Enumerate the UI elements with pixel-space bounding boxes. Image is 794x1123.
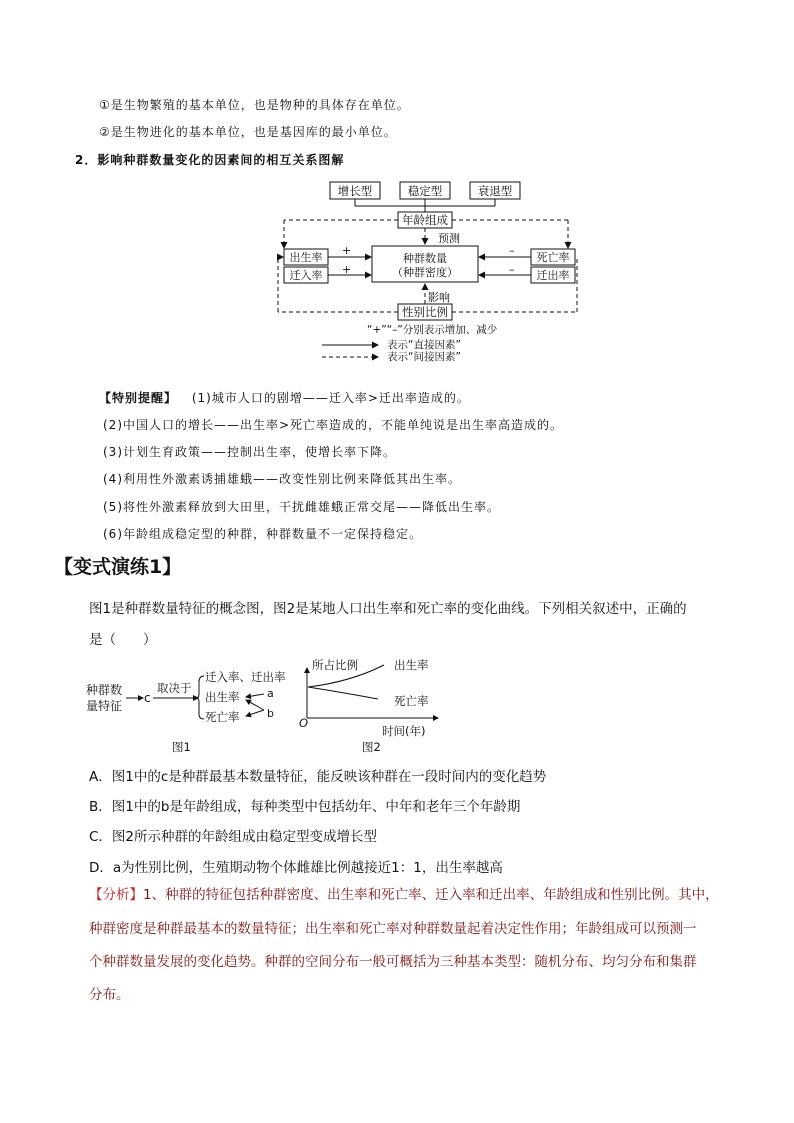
analysis-line-4: 分布。 <box>89 987 130 1003</box>
legend-indirect: 表示“间接因素” <box>387 351 461 363</box>
fig2-death-label: 死亡率 <box>394 694 429 708</box>
figure-2 <box>290 650 450 758</box>
question-line-2: 是（ ） <box>89 632 157 648</box>
age-structure-label: 年龄组成 <box>402 213 448 227</box>
type-growth: 增长型 <box>337 184 373 198</box>
analysis-line-2: 种群密度是种群最基本的数量特征；出生率和死亡率对种群数量起着决定性作用；年龄组成可以预测一 <box>89 921 697 937</box>
fig1-c: c <box>144 691 151 705</box>
immigration-label: 迁入率 <box>289 269 323 282</box>
intro-line-1: ①是生物繁殖的基本单位，也是物种的具体存在单位。 <box>99 98 410 112</box>
type-decline: 衰退型 <box>477 184 513 198</box>
plus-sign-1: + <box>342 244 352 257</box>
fig2-birth-label: 出生率 <box>394 658 429 672</box>
fig2-death-curve <box>308 687 378 699</box>
tip-1-text: (1)城市人口的剧增——迁入率>迁出率造成的。 <box>191 391 470 405</box>
tip-3: (3)计划生育政策——控制出生率，使增长率下降。 <box>103 445 396 459</box>
plus-sign-2: + <box>342 263 352 276</box>
tip-5: (5)将性外激素释放到大田里，干扰雌雄蛾正常交尾——降低出生率。 <box>103 500 501 514</box>
tip-1 <box>99 389 470 406</box>
tip-6: (6)年龄组成稳定型的种群，种群数量不一定保持稳定。 <box>103 527 423 541</box>
density-label: （种群密度） <box>392 266 458 279</box>
legend-direct: 表示“直接因素” <box>387 339 461 351</box>
option-a: A．图1中的c是种群最基本数量特征，能反映该种群在一段时间内的变化趋势 <box>89 769 547 785</box>
sex-ratio-label: 性别比例 <box>402 305 448 319</box>
fig1-left-1: 种群数 <box>86 683 123 697</box>
fig1-death: 死亡率 <box>205 710 240 724</box>
fig1-migration: 迁入率、迁出率 <box>205 670 286 684</box>
fig2-caption: 图2 <box>362 740 381 754</box>
fig1-left-2: 量特征 <box>86 699 123 713</box>
fig2-origin: O <box>299 716 309 730</box>
option-c: C．图2所示种群的年龄组成由稳定型变成增长型 <box>89 829 378 845</box>
fig1-decides: 取决于 <box>157 681 192 695</box>
analysis-text-1: 1、种群的特征包括种群密度、出生率和死亡率、迁入率和迁出率、年龄组成和性别比例。其中， <box>143 887 719 903</box>
intro-line-2: ②是生物进化的基本单位，也是基因库的最小单位。 <box>99 125 397 139</box>
birth-rate-label: 出生率 <box>289 251 323 264</box>
fig2-ylabel: 所占比例 <box>312 658 358 672</box>
minus-sign-2: – <box>509 263 515 276</box>
fig2-xlabel: 时间(年) <box>382 724 426 738</box>
population-label: 种群数量 <box>403 252 447 265</box>
fig1-b: b <box>267 707 274 720</box>
fig1-caption: 图1 <box>172 740 191 754</box>
question-line-1: 图1是种群数量特征的概念图，图2是某地人口出生率和死亡率的变化曲线。下列相关叙述中，正确的 <box>89 601 687 617</box>
minus-sign-1: – <box>509 244 515 257</box>
analysis-line-1 <box>89 883 719 908</box>
legend-plus-minus: “+”“–”分别表示增加、减少 <box>367 324 498 336</box>
section-title: 2．影响种群数量变化的因素间的相互关系图解 <box>75 153 345 167</box>
emigration-label: 迁出率 <box>536 269 570 282</box>
analysis-line-3: 个种群数量发展的变化趋势。种群的空间分布一般可概括为三种基本类型：随机分布、均匀分布和集群 <box>89 954 697 970</box>
option-b: B．图1中的b是年龄组成，每种类型中包括幼年、中年和老年三个年龄期 <box>89 799 521 815</box>
influence-label: 影响 <box>428 291 450 304</box>
factors-diagram <box>0 0 794 380</box>
analysis-tag: 【分析】 <box>89 887 143 903</box>
exercise-heading: 【变式演练1】 <box>54 556 182 578</box>
tips-label: 【特别提醒】 <box>99 391 178 405</box>
option-d: D．a为性别比例，生殖期动物个体雌雄比例越接近1：1，出生率越高 <box>89 860 503 876</box>
fig1-birth: 出生率 <box>205 690 240 704</box>
type-stable: 稳定型 <box>407 184 443 198</box>
tip-2: (2)中国人口的增长——出生率>死亡率造成的，不能单纯说是出生率高造成的。 <box>103 418 564 432</box>
tip-4: (4)利用性外激素诱捕雄蛾——改变性别比例来降低其出生率。 <box>103 472 462 486</box>
predict-label: 预测 <box>438 232 460 245</box>
fig1-a: a <box>267 687 274 700</box>
death-rate-label: 死亡率 <box>536 251 570 264</box>
figure-1 <box>80 660 300 760</box>
